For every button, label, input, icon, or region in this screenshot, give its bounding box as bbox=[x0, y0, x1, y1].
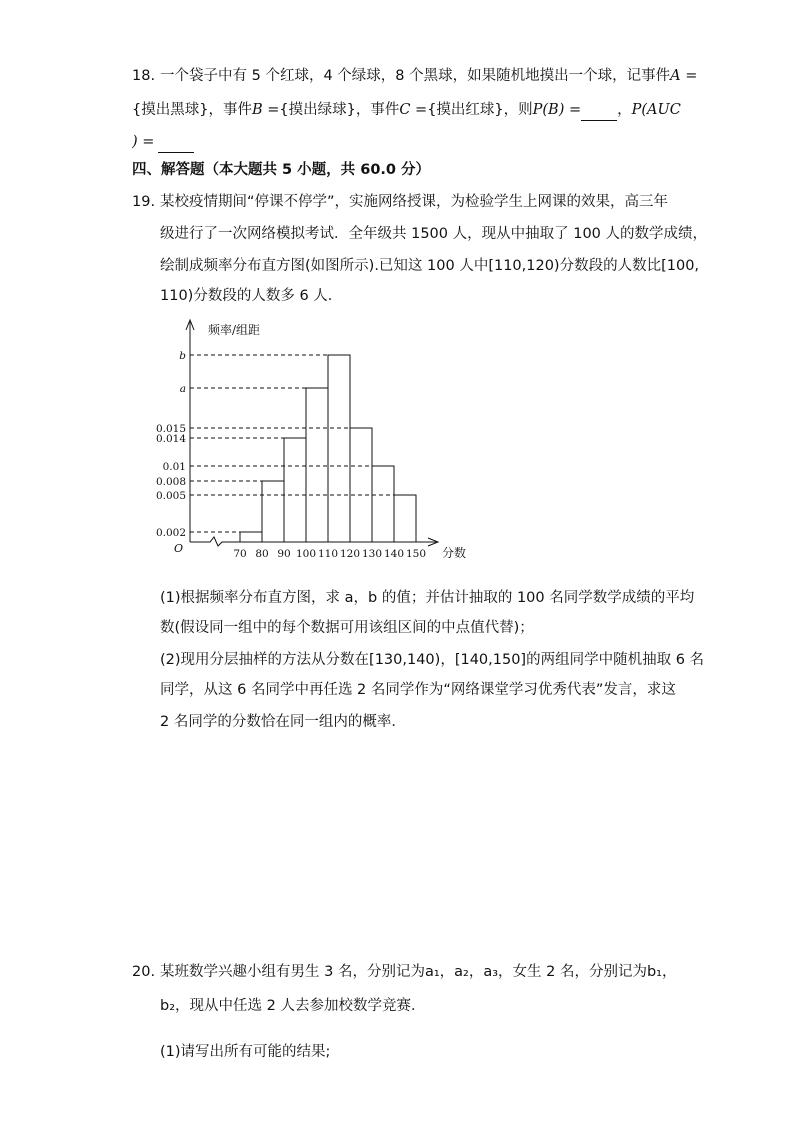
y-tick-label: 0.01 bbox=[162, 461, 186, 473]
x-tick-label: 70 bbox=[233, 548, 247, 560]
y-tick-label: 0.005 bbox=[155, 490, 186, 502]
q19-line: 某校疫情期间“停课不停学”，实施网络授课，为检验学生上网课的效果，高三年 bbox=[160, 194, 669, 210]
q18-line-3: ) = bbox=[132, 132, 194, 153]
x-tick-label: 150 bbox=[405, 548, 427, 560]
histogram-bar bbox=[350, 428, 372, 542]
x-tick-label: 110 bbox=[317, 548, 339, 560]
q20-sub1-line: (1)请写出所有可能的结果; bbox=[160, 1044, 331, 1060]
y-axis-label: 频率/组距 bbox=[208, 323, 261, 337]
answer-blank bbox=[158, 132, 194, 153]
x-tick-label: 80 bbox=[255, 548, 269, 560]
x-tick-label: 120 bbox=[339, 548, 361, 560]
q18-number: 18. bbox=[132, 68, 156, 84]
histogram-bar bbox=[328, 355, 350, 542]
histogram-bar bbox=[284, 438, 306, 542]
x-tick-label: 100 bbox=[295, 548, 317, 560]
histogram-bar bbox=[394, 495, 416, 542]
q19-sub1-line: (1)根据频率分布直方图，求 a，b 的值；并估计抽取的 100 名同学数学成绩的平均 bbox=[160, 590, 695, 606]
histogram-bar bbox=[372, 466, 394, 542]
q20-line: b₂，现从中任选 2 人去参加校数学竞赛． bbox=[160, 998, 426, 1014]
origin-label: O bbox=[174, 542, 184, 555]
q20-number: 20. bbox=[132, 964, 156, 980]
q19-sub1-line: 数(假设同一组中的每个数据可用该组区间的中点值代替)； bbox=[160, 620, 534, 636]
q19-line: 级进行了一次网络模拟考试．全年级共 1500 人，现从中抽取了 100 人的数学成绩， bbox=[160, 226, 708, 242]
q19-sub2-line: 2 名同学的分数恰在同一组内的概率． bbox=[160, 714, 406, 730]
y-tick-label: 0.008 bbox=[155, 476, 186, 488]
y-tick-label: 0.014 bbox=[155, 433, 186, 445]
q18-line-1: 一个袋子中有 5 个红球，4 个绿球，8 个黑球，如果随机地摸出一个球，记事件A = bbox=[160, 68, 698, 84]
q19-sub2-line: 同学，从这 6 名同学中再任选 2 名同学作为“网络课堂学习优秀代表”发言，求这 bbox=[160, 682, 676, 698]
x-tick-label: 140 bbox=[383, 548, 405, 560]
q19-number: 19. bbox=[132, 194, 156, 210]
q20-line: 某班数学兴趣小组有男生 3 名，分别记为a₁，a₂，a₃，女生 2 名，分别记为b₁， bbox=[160, 964, 677, 980]
histogram-bar bbox=[306, 388, 328, 542]
x-tick-label: 130 bbox=[361, 548, 383, 560]
y-tick-label: 0.015 bbox=[155, 423, 186, 435]
answer-blank bbox=[581, 100, 617, 121]
q19-line: 110)分数段的人数多 6 人． bbox=[160, 288, 343, 304]
q19-line: 绘制成频率分布直方图(如图所示).已知这 100 人中[110,120)分数段的人数比[100, bbox=[160, 258, 700, 274]
q19-sub2-line: (2)现用分层抽样的方法从分数在[130,140)，[140,150]的两组同学中随机抽取 6 名 bbox=[160, 652, 705, 668]
q18-line-2: {摸出黑球}，事件B ={摸出绿球}，事件C ={摸出红球}，则P(B) = ，P(AUC bbox=[132, 100, 681, 121]
histogram-bar bbox=[240, 532, 262, 542]
frequency-histogram bbox=[155, 310, 470, 570]
y-tick-label: a bbox=[179, 383, 186, 395]
x-tick-label: 90 bbox=[277, 548, 291, 560]
section-title: 四、解答题（本大题共 5 小题，共 60.0 分） bbox=[132, 162, 431, 178]
y-tick-label: b bbox=[179, 350, 186, 362]
histogram-bar bbox=[262, 481, 284, 542]
x-axis-label: 分数 bbox=[442, 546, 467, 560]
y-tick-label: 0.002 bbox=[155, 527, 186, 539]
